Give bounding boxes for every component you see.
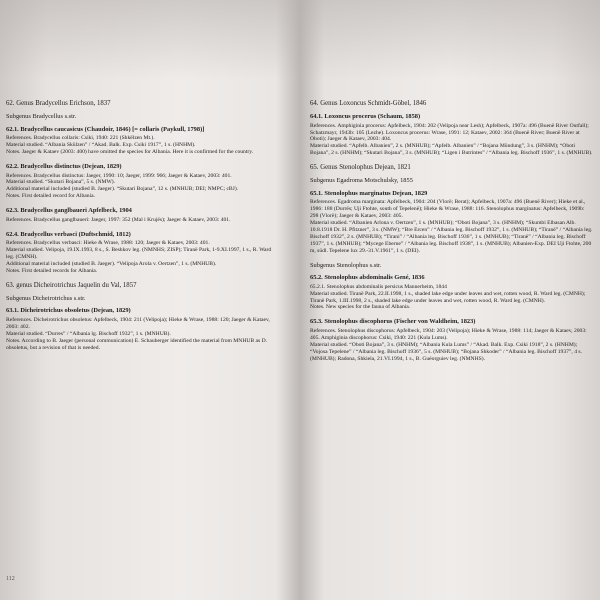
references-text: References. Bradycellus distinctus: Jaeger, 1990: 10; Jaeger, 1999: 966; Jaeger & Kataev, 2003: 401. (6, 172, 232, 179)
material-text: Material studied. “Apfelb. Albanien”, 2 s. (MNHUB); “Apfelb. Albanien” / “Bojana Mündung”, 3 s. (HNHM); “Oboti Bojana”, 2 s. (HNHM); “Skutari Bojana”, 3 s. (MNHUB); “Ligen i Butrintes” / “Albania leg. Bischoff 1936”, 1 s. (MNHUB). (310, 143, 593, 157)
species-title: 62.3. Bradycellus ganglbaueri Apfelbeck, 1904 (6, 207, 132, 215)
references-text: References. Dicheirotrichus obsoletus: Apfelbeck, 1904: 211 (Velipoja); Hieke & Wrase, 1988: 120; Jaeger & Kataev, 2003: 402. (6, 316, 270, 330)
page-number: 112 (6, 576, 15, 582)
references-text: References. Bradycellus collaris: Csiki, 1940: 221 (Shkëlzen Mt.). (6, 135, 155, 142)
page-shadow (0, 0, 600, 80)
subgenus-heading: Subgenus Egadroma Motschulsky, 1855 (310, 177, 413, 185)
subgenus-heading: Subgenus Dicheirotrichus s.str. (6, 294, 86, 302)
subgenus-heading: Subgenus Bradycellus s.str. (6, 113, 77, 120)
genus-65-heading: 65. Genus Stenolophus Dejean, 1821 (310, 164, 411, 172)
species-title: 63.1. Dicheirotrichus obsoletus (Dejean, 1829) (6, 307, 131, 315)
material-text: Material studied. “Oboti Bojana”, 3 s. (HNHM); “Albania Kula Lums” / “Akad. Balk. Exp. Csiki 1918”, 2 s. (HNHM); “Vojosa Tepelene” / “Albania leg. Bischoff 1936”, 5 s. (MNHUB); “Bojana Shkoder” / “Albania leg. Bischoff 1937”, 4 s. (MNHUB); Radona, Shkiela, 21.VI.1994, 1 s., B. Guéorguiev leg. (NMNHS). (310, 341, 582, 362)
material-text: Material studied. “Albania Skülzen” / “Akad. Balk. Exp. Csiki 1917”, 1 s. (HNHM). (6, 142, 196, 149)
species-entry (6, 126, 278, 156)
material-text: Material studied. Velipoja, 19.IX.1993, 8 s., S. Beshkov leg. (NMNHS; ZISP); Tiranë Park, 1-9.XI.1997, 1 s., R. Ward leg. (CMNH). (6, 247, 272, 261)
species-entry (310, 113, 593, 157)
subspecies-text: 65.2.1. Stenolophus abdominalis persicus Mannerheim, 1844 (310, 283, 447, 290)
genus-62-heading: 62. Genus Bradycellus Erichson, 1837 (6, 100, 111, 107)
material-text: Material studied. “Albanien Arlona v. Oertzen”, 1 s. (MNHUB); “Oboti Bojana”, 3 s. (HNHM); “Skumbi Elbasan Alb. 10.8.1918 Dr. H. Pfitzner”, 3 s. (NMW); “Bre Ercen” / “Albania leg. Bischoff 1932”, 1 s. (MNHUB); “Tiranë” / “Albania leg. Bischoff 1932”, 2 s. (MNHUB); “Tirani” / “Albania leg. Bischoff 1936”, 1 s. (MNHUB); “Tiranë” / “Albania leg. Bischoff 1937”, 1 s. (MNHUB); “Mycege Eberne” / “Albania leg. Bischoff 1938”, 1 s. (MNHUB); Albanien-Exp. DEI Uji Ftohte, 200 m, südl. Tepelene lux 29.-31.V.1961”, 1 s. (DEI). (310, 220, 593, 254)
species-entry (6, 307, 278, 351)
notes-text: Notes. Jaeger & Kataev (2003: 400) have omitted the species for Albania. Here it is confirmed for the country. (6, 149, 254, 155)
species-entry (6, 207, 278, 224)
genus-63-heading: 63. genus Dicheirotrichus Jaquelin du Val, 1857 (6, 281, 137, 289)
material-text: Material studied. “Skutari Bojana”, 5 s. (NMW). (6, 179, 116, 186)
notes-text: Notes. First detailed record for Albania. (6, 193, 96, 200)
species-entry (6, 163, 278, 200)
species-title: 65.3. Stenolophus discophorus (Fischer von Waldheim, 1823) (310, 318, 476, 326)
species-title: 62.4. Bradycellus verbasci (Duftschmid, 1812) (6, 230, 131, 238)
genus-64-heading: 64. Genus Loxoncus Schmidt-Göbel, 1846 (310, 100, 427, 107)
species-entry (310, 190, 593, 255)
material-text: Material studied. Tiranë Park, 22.II.1998, 1 s., shaded lake edge under leaves and wet, rotten wood, R. Ward leg. (CMNH); Tiranë Park, 1.III.1998, 2 s., shaded lake edge under leaves and wet, rotten wood, R. Ward leg. (CMNH). (310, 290, 586, 304)
notes-text: Notes. New species for the fauna of Albania. (310, 304, 411, 311)
references-text: References. Bradycellus ganglbaueri: Jaeger, 1997: 352 (Mal i Krujës); Jaeger & Kataev, 2003: 401. (6, 216, 231, 223)
species-title: 62.1. Bradycellus caucasicus (Chaudoir, 1846) [= collaris (Paykull, 1798)] (6, 125, 205, 133)
subgenus-heading: Subgenus Stenolophus s.str. (310, 261, 382, 269)
references-text: References. Egadroma marginata: Apfelbeck, 1904: 204 (Vlorë; Berat); Apfelbeck, 1907a: 496 (Buenë River); Hieke et al., 1986: 188 (Durrës; Uji Ftohte, south of Tepelenë); Hieke & Wrase, 1988: 116. Stenolophus marginatus: Apfelbeck, 1909b: 298 (Vlorë); Jaeger & Kataev, 2003: 405. (310, 199, 586, 220)
additional-material-text: Additional material included (studied B. Jaeger). “Velipoja Arola v. Oertzen”, 1 s. (MNHUB). (6, 260, 217, 267)
left-page (6, 100, 278, 358)
references-text: References. Bradycellus verbasci: Hieke & Wrase, 1988: 120; Jaeger & Kataev, 2003: 401. (6, 240, 210, 247)
notes-text: Notes. First detailed records for Albania. (6, 267, 98, 274)
species-entry (310, 274, 593, 311)
material-text: Material studied. “Durres” / “Albania lg. Bischoff 1932”, 1 s. (MNHUB). (6, 330, 171, 337)
species-entry (6, 231, 278, 275)
right-page (310, 100, 593, 370)
references-text: References. Amphiginia procerus: Apfelbeck, 1904: 202 (Velipoja near Lesh); Apfelbeck, 1907a: 496 (Buenë River Outfall); Schatzmayr, 1943b: 105 (Lezhe). Loxoncus procerus: Wrase, 1991: 12; Kataev, 2002: 364 (Buenë River; Buenë River at Obotì); Jaeger & Kataev, 2003: 404. (310, 122, 589, 143)
species-title: 65.2. Stenolophus abdominalis Gené, 1836 (310, 274, 425, 282)
species-title: 64.1. Loxoncus procerus (Schaum, 1858) (310, 113, 421, 120)
species-title: 62.2. Bradycellus distinctus (Dejean, 1829) (6, 162, 122, 170)
notes-text: Notes. According to B. Jaeger (personal communication) E. Schauberger identified the material from MNHUB as D. obsoletus, but a revision of that is needed. (6, 337, 268, 351)
species-entry (310, 318, 593, 362)
species-title: 65.1. Stenolophus marginatus Dejean, 1829 (310, 189, 428, 197)
additional-material-text: Additional material included (studied B. Jaeger). “Skutari Bojana”, 12 s. (MNHUB; DEI; NMPC; cBJ). (6, 186, 239, 193)
references-text: References. Stenolophus discophorus: Apfelbeck, 1904: 203 (Velipoja); Hieke & Wrase, 1988: 114; Jaeger & Kataev, 2003: 405. Amphiginia discophorus: Csiki, 1940: 221 (Kula Lums). (310, 327, 587, 341)
